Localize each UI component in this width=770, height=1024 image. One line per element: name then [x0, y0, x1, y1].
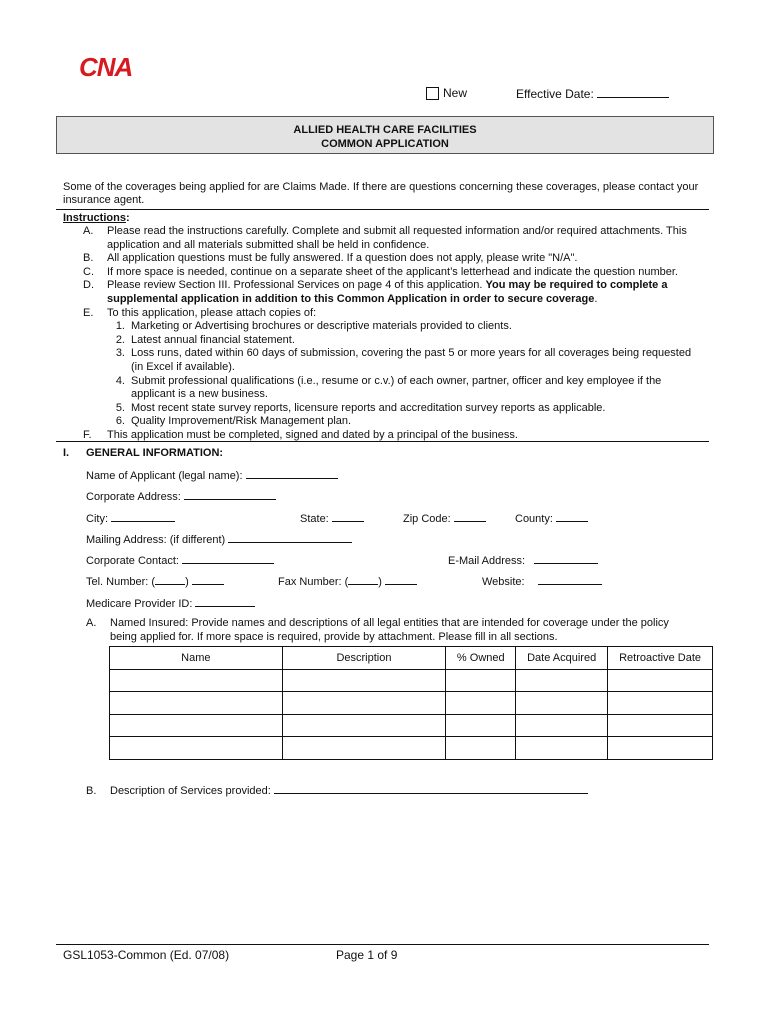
table-row	[110, 737, 713, 760]
instruction-bold: supplemental application in addition to this Common Application in order to secure coverage	[107, 292, 595, 305]
area-code-blank[interactable]	[155, 574, 185, 585]
instruction-spacer	[63, 334, 107, 348]
table-row	[110, 714, 713, 737]
form-title-line1: ALLIED HEALTH CARE FACILITIES	[293, 124, 477, 136]
corporate-address-field[interactable]	[86, 489, 276, 503]
instruction-text: Please read the instructions carefully. Complete and submit all requested information and/or required attachments. This	[107, 225, 687, 237]
table-header-row	[110, 647, 713, 670]
section-letter: A.	[86, 617, 97, 629]
named-insured-table	[109, 646, 713, 760]
cna-logo-text: CNA	[79, 52, 133, 80]
instruction-end: .	[594, 292, 598, 305]
attachment-text: Latest annual financial statement.	[131, 333, 295, 346]
instruction-spacer	[63, 402, 107, 416]
instruction-text-d2	[107, 293, 597, 307]
field-label: E-Mail Address:	[448, 555, 526, 567]
medicare-provider-field[interactable]	[86, 596, 255, 610]
instruction-spacer	[63, 347, 107, 361]
field-label: Corporate Address:	[86, 491, 181, 503]
field-blank[interactable]	[246, 468, 338, 479]
attachment-number: 4.	[115, 374, 125, 387]
field-blank[interactable]	[332, 511, 364, 522]
field-label: )	[185, 576, 189, 588]
area-code-blank[interactable]	[348, 574, 378, 585]
field-label: Tel. Number: (	[86, 576, 156, 588]
city-field[interactable]	[86, 511, 175, 525]
attachment-text: (in Excel if available).	[131, 360, 235, 373]
table-cell[interactable]	[608, 714, 713, 737]
divider	[56, 209, 709, 210]
divider	[56, 441, 709, 442]
field-blank[interactable]	[182, 553, 274, 564]
attachment-text: Loss runs, dated within 60 days of submission, covering the past 5 or more years for all coverages being requested	[131, 347, 692, 360]
instruction-text: All application questions must be fully answered. If a question does not apply, please write "N/A".	[107, 252, 578, 265]
instruction-d-cont	[63, 293, 713, 307]
attachment-text: Most recent state survey reports, licensure reports and accreditation survey reports as applicable.	[131, 401, 606, 414]
field-blank[interactable]	[534, 553, 598, 564]
field-blank[interactable]	[274, 783, 588, 794]
attachment-item-3-cont	[63, 361, 713, 375]
form-title-box	[56, 116, 714, 154]
field-label: Name of Applicant (legal name):	[86, 470, 243, 482]
instruction-spacer	[63, 361, 107, 375]
field-label: County:	[515, 513, 553, 525]
attachment-number: 3.	[115, 347, 125, 360]
table-cell[interactable]	[282, 737, 446, 760]
field-blank[interactable]	[454, 511, 486, 522]
attachment-item-1	[63, 320, 713, 334]
table-cell[interactable]	[282, 714, 446, 737]
applicant-name-field[interactable]	[86, 468, 338, 482]
table-cell[interactable]	[608, 669, 713, 692]
field-label: Corporate Contact:	[86, 555, 179, 567]
table-row	[110, 669, 713, 692]
section-number: I.	[63, 447, 70, 459]
column-header: Description	[282, 647, 446, 670]
new-checkbox-group[interactable]	[426, 86, 467, 100]
attachment-item-4	[63, 375, 713, 389]
mailing-address-field[interactable]	[86, 532, 352, 546]
field-label: Description of Services provided:	[110, 785, 271, 797]
field-label: Fax Number: (	[278, 576, 349, 588]
zip-code-field[interactable]	[403, 511, 486, 525]
table-cell[interactable]	[282, 669, 446, 692]
website-field[interactable]	[482, 574, 602, 588]
field-label: )	[378, 576, 382, 588]
instruction-bold: You may be required to complete a	[485, 279, 668, 292]
field-blank[interactable]	[228, 532, 352, 543]
instruction-spacer	[63, 320, 107, 334]
instructions-heading-text: Instructions	[63, 212, 126, 224]
instruction-letter: F.	[83, 428, 92, 441]
field-blank[interactable]	[385, 574, 417, 585]
attachment-item-2	[63, 334, 713, 348]
instruction-spacer	[63, 293, 107, 307]
field-label: City:	[86, 513, 108, 525]
instruction-spacer	[63, 375, 107, 389]
instruction-b	[63, 252, 713, 266]
table-cell[interactable]	[446, 692, 516, 715]
table-cell[interactable]	[110, 669, 283, 692]
field-label: Zip Code:	[403, 513, 451, 525]
corporate-contact-field[interactable]	[86, 553, 274, 567]
attachment-number: 1.	[115, 320, 125, 333]
instruction-letter: E.	[83, 306, 94, 319]
named-insured-section	[86, 617, 696, 644]
field-label: Website:	[482, 576, 525, 588]
column-header: % Owned	[446, 647, 516, 670]
instruction-spacer	[63, 239, 107, 253]
instruction-a-cont	[63, 239, 713, 253]
page-number: Page 1 of 9	[336, 948, 398, 962]
attachment-text: applicant is a new business.	[131, 388, 268, 401]
field-blank[interactable]	[556, 511, 588, 522]
attachment-text: Submit professional qualifications (i.e., resume or c.v.) of each owner, partner, officer and key employee if the	[131, 374, 662, 387]
email-address-field[interactable]	[448, 553, 598, 567]
attachment-text: Quality Improvement/Risk Management plan.	[131, 415, 352, 428]
table-cell[interactable]	[110, 714, 283, 737]
field-blank[interactable]	[111, 511, 175, 522]
table-cell[interactable]	[516, 737, 608, 760]
attachment-number: 2.	[115, 333, 125, 346]
new-checkbox[interactable]	[426, 87, 439, 100]
instruction-letter: B.	[83, 252, 94, 265]
instruction-letter: C.	[83, 265, 94, 278]
form-title-line2: COMMON APPLICATION	[321, 138, 449, 150]
instruction-text: To this application, please attach copies of:	[107, 306, 317, 319]
field-blank[interactable]	[184, 489, 276, 500]
instruction-text: application and all materials submitted shall be held in confidence.	[107, 238, 430, 251]
footer-divider	[56, 944, 709, 945]
section-title: GENERAL INFORMATION:	[86, 447, 224, 459]
cna-logo	[78, 52, 148, 80]
effective-date-field[interactable]	[516, 87, 669, 101]
table-cell[interactable]	[110, 737, 283, 760]
table-cell[interactable]	[516, 714, 608, 737]
instructions-heading	[63, 212, 130, 224]
services-description-field[interactable]	[86, 783, 588, 797]
instructions-heading-colon: :	[125, 212, 130, 224]
column-header: Date Acquired	[516, 647, 608, 670]
attachment-spacer	[107, 361, 131, 375]
instruction-c	[63, 266, 713, 280]
instruction-letter: A.	[83, 225, 94, 237]
table-cell[interactable]	[446, 669, 516, 692]
intro-text: Some of the coverages being applied for are Claims Made. If there are questions concerning these coverages, please contact your insurance agent.	[63, 181, 699, 206]
attachment-item-5	[63, 402, 713, 416]
instruction-spacer	[63, 415, 107, 429]
section-letter: B.	[86, 785, 97, 797]
instruction-text: This application must be completed, signed and dated by a principal of the business.	[107, 428, 518, 441]
named-insured-text: Named Insured: Provide names and descriptions of all legal entities that are intended for coverage under the policy being applied for. If more space is required, provide by attachment. Please fill in all sections.	[110, 617, 669, 643]
state-field[interactable]	[300, 511, 364, 525]
table-cell[interactable]	[110, 692, 283, 715]
field-blank[interactable]	[195, 596, 255, 607]
attachment-item-6	[63, 415, 713, 429]
table-cell[interactable]	[608, 692, 713, 715]
attachment-item-4-cont	[63, 388, 713, 402]
table-cell[interactable]	[608, 737, 713, 760]
fax-number-field[interactable]	[278, 574, 417, 588]
table-cell[interactable]	[516, 669, 608, 692]
table-cell[interactable]	[446, 714, 516, 737]
instruction-text-d	[107, 279, 667, 293]
county-field[interactable]	[515, 511, 588, 525]
instruction-a	[63, 225, 713, 239]
form-number: GSL1053-Common (Ed. 07/08)	[63, 948, 230, 962]
column-header: Retroactive Date	[608, 647, 713, 670]
instruction-letter: D.	[83, 279, 94, 292]
field-blank[interactable]	[538, 574, 602, 585]
effective-date-blank[interactable]	[597, 87, 669, 98]
field-label: Mailing Address: (if different)	[86, 534, 226, 546]
attachment-item-3	[63, 347, 713, 361]
new-label: New	[443, 86, 468, 100]
tel-number-field[interactable]	[86, 574, 224, 588]
column-header: Name	[110, 647, 283, 670]
instruction-spacer	[63, 388, 107, 402]
attachment-number: 6.	[115, 415, 125, 428]
table-cell[interactable]	[516, 692, 608, 715]
table-row	[110, 692, 713, 715]
instruction-e	[63, 307, 713, 321]
field-label: Medicare Provider ID:	[86, 598, 193, 610]
effective-date-label: Effective Date:	[516, 87, 594, 101]
attachment-number: 5.	[115, 401, 125, 414]
attachment-spacer	[107, 388, 131, 402]
attachment-text: Marketing or Advertising brochures or descriptive materials provided to clients.	[131, 320, 512, 333]
instruction-text: If more space is needed, continue on a separate sheet of the applicant’s letterhead and indicate the question number.	[107, 265, 678, 278]
table-cell[interactable]	[282, 692, 446, 715]
instruction-text: Please review Section III. Professional Services on page 4 of this application.	[107, 279, 486, 292]
instructions-list	[63, 225, 713, 443]
field-label: State:	[300, 513, 329, 525]
table-cell[interactable]	[446, 737, 516, 760]
instruction-d	[63, 279, 713, 293]
field-blank[interactable]	[192, 574, 224, 585]
